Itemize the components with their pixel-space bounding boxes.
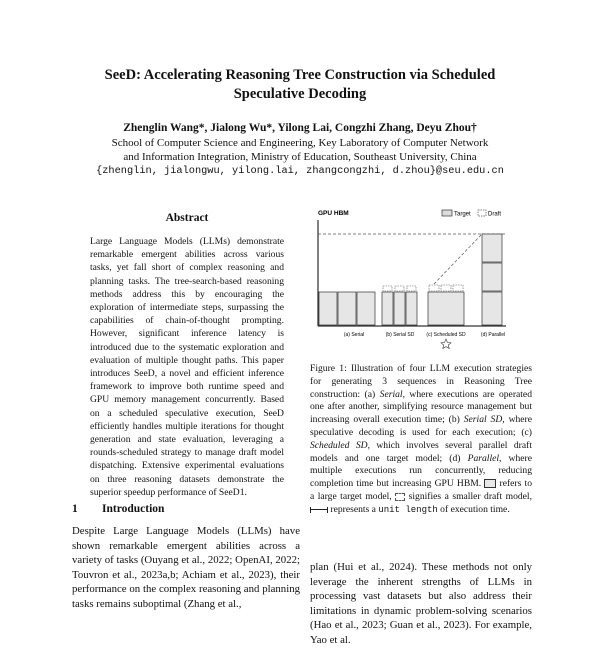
scheduled-target [428,292,464,325]
label-parallel: (d) Parallel [480,332,506,338]
caption-part-1: Figure 1: Illustration of four LLM execution strategies for generating 3 sequences in Reasoning Tree construction: (a) [310,363,532,400]
caption-part-4: , which involves several parallel draft models and one target model; (d) [310,439,532,464]
legend-target: Target [454,211,471,218]
star-icon [441,339,451,349]
intro-right-column: plan (Hui et al., 2024). These methods not only leverage the inherent strengths of LLMs in processing vast datasets but also address their limitations in dynamic problem-solving scenarios (Hao et al., 2023; Guan et al., 2023). For example, Yao et al. [310,561,532,646]
caption-part-6: refers to a large target model, [310,478,532,502]
group-scheduled-sd [428,285,464,325]
affiliation-line-1: School of Computer Science and Engineering, Key Laboratory of Computer Network [111,137,489,149]
figure-execution-strategies [314,206,510,352]
scheduled-draft-2 [441,285,451,291]
caption-part-5: , where multiple executions run concurrently, reducing completion time but increasing GPU HBM. [310,452,532,490]
group-serial [319,292,375,325]
caption-serial-sd: Serial SD [463,414,503,426]
serialsd-draft-1 [383,286,392,291]
parallel-target-1 [482,292,502,325]
intro-left-column: Despite Large Language Models (LLMs) have shown remarkable emergent abilities across a variety of tasks (Ouyang et al., 2022; OpenAI, 2022; Touvron et al., 2023a,b; Achiam et al., 2023), their performance on the complex reasoning and planning tasks remains suboptimal (Zhang et al., [72,525,300,610]
parallel-target-2 [482,263,502,291]
label-serial-sd: (b) Serial SD [385,332,415,338]
section-number: 1 [72,503,78,515]
label-serial: (a) Serial [343,332,365,338]
group-parallel [482,234,502,325]
legend-target-swatch [442,210,452,216]
caption-part-7: signifies a smaller draft model, [405,490,532,502]
caption-part-8: represents a [328,503,379,515]
serial-target-3 [357,292,375,325]
scheduled-draft-1 [429,285,439,291]
serialsd-target-2 [394,292,405,325]
draft-model-icon [395,493,405,501]
caption-parallel: Parallel [467,452,500,464]
caption-serial: Serial [379,388,403,400]
label-scheduled-sd: (c) Scheduled SD [426,332,466,338]
group-serial-sd [382,286,417,325]
paper-title [60,66,540,104]
title-line-2: Speculative Decoding [233,86,367,102]
abstract-heading: Abstract [165,212,209,224]
scheduled-draft-3 [453,285,463,291]
abstract-text: Large Language Models (LLMs) demonstrate remarkable emergent abilities across various tasks, yet fall short of complex reasoning and planning tasks. The tree-search-based reasoning methods address this by encouraging the exploration of intermediate steps, surpassing the capabilities of chain-of-thought prompting. However, significant inference latency is introduced due to the systematic exploration and evaluation of multiple thought paths. This paper introduces SeeD, a novel and efficient inference framework to improve both runtime speed and GPU memory management concurrently. Based on a scheduled speculative execution, SeeD efficiently handles multiple iterations for thought generation and state evaluation, leveraging a rounds-scheduled strategy to manage draft model dispatching. Extensive experimental evaluations on three reasoning datasets demonstrate the superior speedup performance of SeeD1. [90,236,284,498]
legend-draft: Draft [488,211,502,218]
author-emails: {zhenglin, jialongwu, yilong.lai, zhangcongzhi, d.zhou}@seu.edu.cn [96,165,504,177]
legend-draft-swatch [478,210,486,216]
serial-target-2 [338,292,356,325]
unit-length-icon [310,507,328,513]
serialsd-draft-3 [407,286,416,291]
section-title: Introduction [102,503,165,515]
serialsd-draft-2 [395,286,404,291]
affiliation [60,136,540,164]
parallel-target-3 [482,234,502,262]
figure-y-label: GPU HBM [318,210,349,217]
caption-part-9: of execution time. [437,503,510,515]
caption-part-3: , where speculative decoding is used for each execution; (c) [310,414,533,438]
affiliation-line-2: and Information Integration, Ministry of Education, Southeast University, China [123,151,477,163]
caption-unit-length: unit length [378,504,438,515]
serialsd-target-1 [382,292,393,325]
caption-part-2: , where executions are operated one after another, simplifying resource management but increasing overall execution time; (b) [310,388,532,426]
caption-scheduled-sd: Scheduled SD [310,439,368,451]
hbm-slope-line [434,234,482,284]
section-heading-introduction [72,503,164,515]
serialsd-target-3 [406,292,417,325]
author-list: Zhenglin Wang*, Jialong Wu*, Yilong Lai, Congzhi Zhang, Deyu Zhou† [123,122,477,134]
figure-caption [310,363,532,517]
title-line-1: SeeD: Accelerating Reasoning Tree Construction via Scheduled [104,67,496,83]
target-model-icon [484,479,496,488]
serial-target-1 [319,292,337,325]
